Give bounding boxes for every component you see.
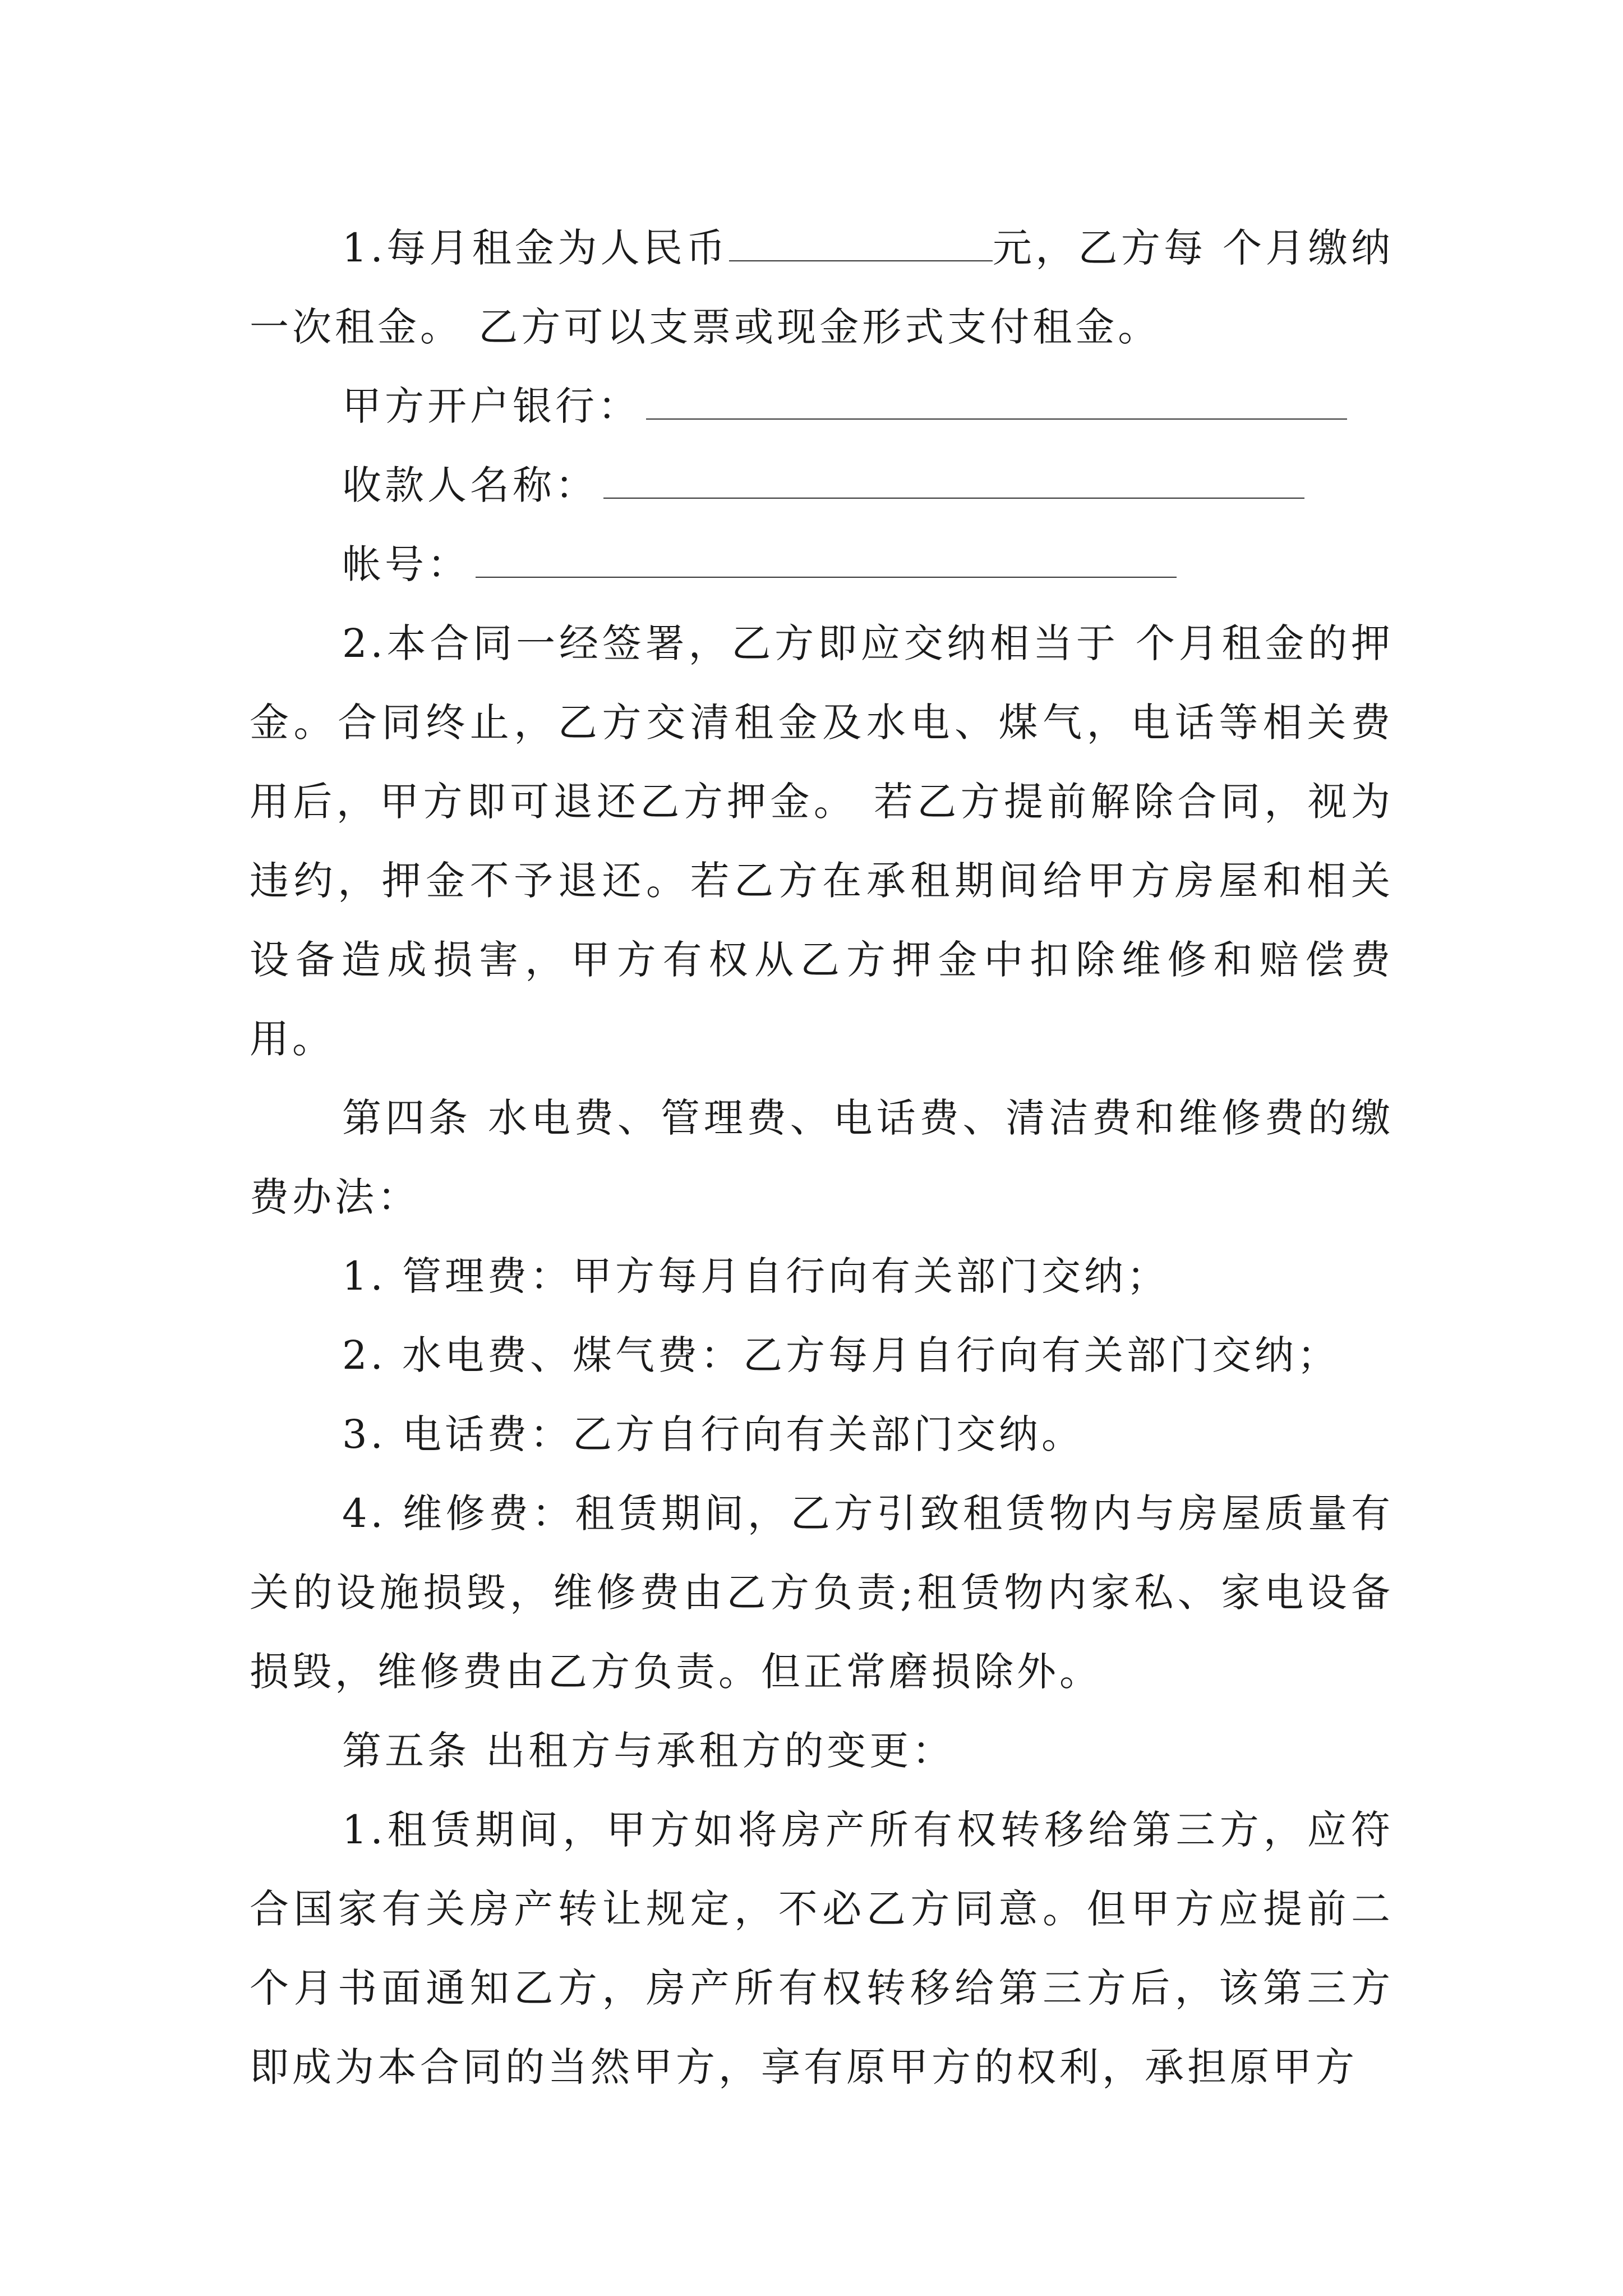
bank-blank	[646, 387, 1347, 420]
contract-page	[250, 209, 1394, 2107]
account-blank	[476, 545, 1177, 578]
bank-label: 甲方开户银行：	[342, 383, 640, 429]
fee-item-repair: 4. 维修费：租赁期间，乙方引致租赁物内与房屋质量有关的设施损毁，维修费由乙方负责;租赁物内家私、家电设备损毁，维修费由乙方负责。但正常磨损除外。	[250, 1490, 1394, 1695]
article-five-heading: 第五条 出租方与承租方的变更：	[342, 1728, 955, 1774]
account-line	[250, 525, 1394, 604]
bank-line	[250, 367, 1394, 446]
payee-label: 收款人名称：	[342, 462, 598, 508]
rent-amount-blank	[729, 229, 993, 261]
fee-item-telephone: 3. 电话费：乙方自行向有关部门交纳。	[342, 1411, 1085, 1457]
payee-blank	[603, 466, 1304, 499]
rent-clause-start: 1.每月租金为人民币	[342, 225, 729, 271]
fee-item-management: 1. 管理费：甲方每月自行向有关部门交纳；	[342, 1253, 1170, 1299]
article-four-heading: 第四条 水电费、管理费、电话费、清洁费和维修费的缴费办法：	[250, 1095, 1394, 1220]
rent-clause	[250, 209, 1394, 367]
payee-line	[250, 446, 1394, 525]
deposit-clause: 2.本合同一经签署，乙方即应交纳相当于 个月租金的押金。合同终止，乙方交清租金及水电、煤气，电话等相关费用后，甲方即可退还乙方押金。 若乙方提前解除合同，视为违约，押金不予退还。若乙方在承租期间给甲方房屋和相关设备造成损害，甲方有权从乙方押金中扣除维修和赔偿费用。	[250, 620, 1394, 1062]
transfer-clause: 1.租赁期间，甲方如将房产所有权转移给第三方，应符合国家有关房产转让规定，不必乙方同意。但甲方应提前二个月书面通知乙方，房产所有权转移给第三方后，该第三方即成为本合同的当然甲方，享有原甲方的权利，承担原甲方	[250, 1807, 1394, 2090]
rent-clause-end: 元，乙方每 个月缴纳一次租金。 乙方可以支票或现金形式支付租金。	[250, 225, 1394, 350]
fee-item-utilities: 2. 水电费、煤气费：乙方每月自行向有关部门交纳；	[342, 1332, 1340, 1378]
account-label: 帐号：	[342, 541, 470, 587]
